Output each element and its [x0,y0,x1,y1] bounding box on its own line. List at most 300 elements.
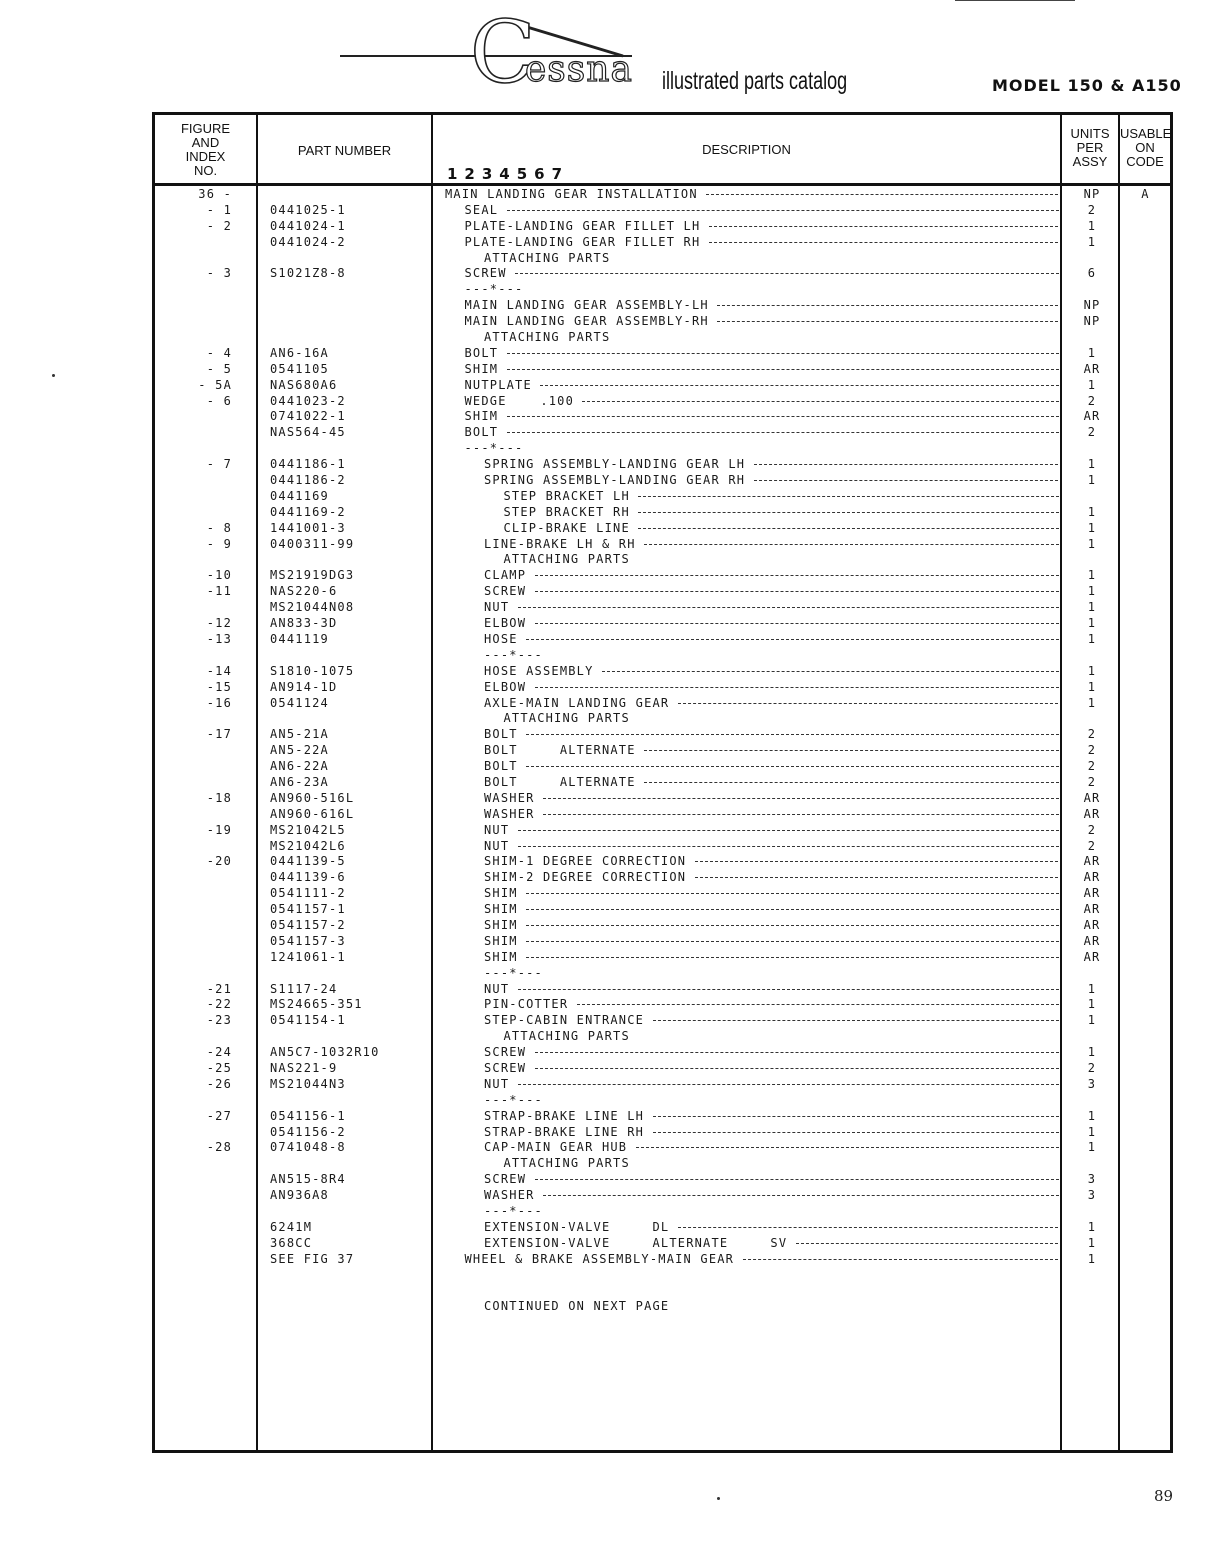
table-row [155,664,1170,680]
units-per-assy: 1 [1087,616,1097,631]
description-text: EXTENSION-VALVE DL [484,1219,670,1234]
units-per-assy: 1 [1087,600,1097,615]
leader-dashes [507,353,1059,354]
part-number: 368CC [270,1235,313,1250]
description-cell [445,235,1060,251]
table-row [155,711,1170,727]
leader-dashes [582,401,1058,402]
table-row [155,886,1170,902]
description-cell [445,791,1060,807]
leader-dashes [695,861,1059,862]
description-cell [445,886,1060,902]
units-per-assy: 2 [1087,727,1097,742]
table-row [155,1093,1170,1109]
leader-dashes [535,623,1059,624]
part-number: 0441139-6 [270,870,346,885]
part-number: SEE FIG 37 [270,1251,355,1266]
part-number: MS21042L5 [270,822,346,837]
description-text: SPRING ASSEMBLY-LANDING GEAR LH [484,457,746,472]
part-number: 0741022-1 [270,409,346,424]
description-text: STRAP-BRAKE LINE RH [484,1124,645,1139]
part-number: 0441119 [270,631,329,646]
units-per-assy: 2 [1087,774,1097,789]
description-text: HOSE ASSEMBLY [484,663,594,678]
description-cell [445,409,1060,425]
part-number: 0441139-5 [270,854,346,869]
description-text: PLATE-LANDING GEAR FILLET LH [464,218,701,233]
table-row [155,187,1170,203]
part-number: AN6-22A [270,759,329,774]
description-text: STEP BRACKET LH [503,488,630,503]
leader-dashes [709,226,1058,227]
table-row [155,1252,1170,1268]
part-number: AN960-516L [270,790,355,805]
table-row [155,696,1170,712]
table-row [155,1045,1170,1061]
leader-dashes [526,766,1059,767]
leader-dashes [717,305,1058,306]
figure-index: -14 [206,663,232,678]
description-cell [445,1109,1060,1125]
leader-dashes [535,575,1059,576]
description-cell [445,1093,1060,1109]
units-per-assy: 1 [1087,663,1097,678]
description-text: PIN-COTTER [484,997,569,1012]
description-text: SCREW [484,1060,527,1075]
parts-table [152,112,1173,1453]
table-row [155,823,1170,839]
description-text: CONTINUED ON NEXT PAGE [484,1299,670,1314]
description-cell [445,505,1060,521]
units-per-assy: 1 [1087,234,1097,249]
leader-dashes [638,496,1058,497]
description-cell [445,775,1060,791]
description-cell [445,187,1060,203]
description-text: NUT [484,981,510,996]
table-row [155,1109,1170,1125]
leader-dashes [543,798,1059,799]
description-cell [445,1299,1060,1315]
figure-index: -10 [206,568,232,583]
part-number: 0541157-2 [270,917,346,932]
table-row [155,982,1170,998]
figure-index: -27 [206,1108,232,1123]
figure-index: -20 [206,854,232,869]
part-number: MS21042L6 [270,838,346,853]
description-cell [445,870,1060,886]
units-per-assy: AR [1083,806,1101,821]
table-row [155,966,1170,982]
table-row [155,791,1170,807]
part-number: AN833-3D [270,616,338,631]
part-number: 0541105 [270,361,329,376]
units-per-assy: 1 [1087,536,1097,551]
description-text: NUT [484,838,510,853]
part-number: 1441001-3 [270,520,346,535]
description-text: CAP-MAIN GEAR HUB [484,1140,628,1155]
description-text: BOLT [484,759,518,774]
units-per-assy: 2 [1087,425,1097,440]
table-row [155,489,1170,505]
part-number: NAS221-9 [270,1060,338,1075]
leader-dashes [518,846,1059,847]
leader-dashes [543,814,1059,815]
table-row [155,266,1170,282]
units-per-assy: AR [1083,933,1101,948]
part-number: 0541111-2 [270,886,346,901]
table-row [155,1029,1170,1045]
leader-dashes [754,480,1059,481]
part-number: 0441186-2 [270,473,346,488]
table-row [155,584,1170,600]
part-number: 0441023-2 [270,393,346,408]
table-body [155,187,1170,1315]
leader-dashes [515,273,1059,274]
leader-dashes [644,544,1058,545]
units-per-assy: AR [1083,949,1101,964]
table-row [155,378,1170,394]
description-text: MAIN LANDING GEAR INSTALLATION [445,187,698,201]
description-cell [445,807,1060,823]
figure-index: - 3 [206,266,232,281]
description-text: WASHER [484,790,535,805]
table-row [155,219,1170,235]
description-text: BOLT ALTERNATE [484,743,636,758]
units-per-assy: 1 [1087,1219,1097,1234]
leader-dashes [518,830,1059,831]
table-row [155,441,1170,457]
units-per-assy: 1 [1087,377,1097,392]
description-cell [445,1204,1060,1220]
description-text: STEP BRACKET RH [503,504,630,519]
description-text: ATTACHING PARTS [503,711,630,726]
table-row [155,1172,1170,1188]
description-text: BOLT [464,345,499,360]
description-text: CLAMP [484,568,527,583]
units-per-assy: 1 [1087,1108,1097,1123]
description-cell [445,1188,1060,1204]
table-row [155,409,1170,425]
table-row [155,251,1170,267]
units-per-assy: 1 [1087,1140,1097,1155]
table-row [155,1156,1170,1172]
table-row [155,839,1170,855]
description-text: BOLT [484,727,518,742]
description-cell [445,378,1060,394]
description-cell [445,854,1060,870]
part-number: 0441186-1 [270,457,346,472]
scan-speck [52,374,55,377]
description-text: WASHER [484,806,535,821]
units-per-assy: 2 [1087,759,1097,774]
description-cell [445,1156,1060,1172]
header-figure: FIGURE AND INDEX NO. [180,121,231,178]
description-text: PLATE-LANDING GEAR FILLET RH [464,234,701,249]
description-cell [445,727,1060,743]
table-row [155,870,1170,886]
description-cell [445,584,1060,600]
description-cell [445,1013,1060,1029]
description-text: SHIM [484,917,518,932]
description-cell [445,537,1060,553]
figure-index: -12 [206,616,232,631]
table-row [155,854,1170,870]
model-title: MODEL 150 & A150 [992,76,1182,95]
part-number: 0441025-1 [270,202,346,217]
table-row [155,743,1170,759]
table-row [155,1188,1170,1204]
description-text: ATTACHING PARTS [484,250,611,265]
description-text: ---*--- [464,282,524,297]
description-cell [445,266,1060,282]
table-row [155,918,1170,934]
leader-dashes [636,1147,1059,1148]
description-text: ATTACHING PARTS [503,1029,630,1044]
units-per-assy: 1 [1087,997,1097,1012]
part-number: NAS680A6 [270,377,338,392]
description-cell [445,1061,1060,1077]
table-row [155,473,1170,489]
description-cell [445,489,1060,505]
table-row [155,1268,1170,1284]
description-text: SHIM-1 DEGREE CORRECTION [484,854,687,869]
units-per-assy: 3 [1087,1076,1097,1091]
header-usable-code: USABLE ON CODE [1120,126,1172,169]
description-cell [445,632,1060,648]
units-per-assy: 2 [1087,743,1097,758]
table-row [155,314,1170,330]
leader-dashes [526,734,1059,735]
part-number: 0541156-1 [270,1108,346,1123]
part-number: AN515-8R4 [270,1172,346,1187]
header-part-number: PART NUMBER [297,143,392,158]
table-row [155,680,1170,696]
leader-dashes [507,416,1059,417]
units-per-assy: 2 [1087,838,1097,853]
description-cell [445,1125,1060,1141]
part-number: AN936A8 [270,1188,329,1203]
description-cell [445,902,1060,918]
leader-dashes [644,750,1058,751]
table-row [155,950,1170,966]
units-per-assy: 1 [1087,631,1097,646]
figure-index: - 4 [206,345,232,360]
units-per-assy: AR [1083,854,1101,869]
table-row [155,1140,1170,1156]
table-row [155,457,1170,473]
table-row [155,902,1170,918]
description-cell [445,1252,1060,1268]
description-text: MAIN LANDING GEAR ASSEMBLY-RH [464,314,709,329]
leader-dashes [535,1052,1059,1053]
part-number: 0400311-99 [270,536,355,551]
units-per-assy: 1 [1087,1013,1097,1028]
table-row [155,552,1170,568]
part-number: 0541124 [270,695,329,710]
part-number: AN6-16A [270,345,329,360]
leader-dashes [535,1068,1059,1069]
description-cell [445,743,1060,759]
page-header [0,0,1212,110]
part-number: 0541156-2 [270,1124,346,1139]
figure-index: -19 [206,822,232,837]
table-row [155,1013,1170,1029]
units-per-assy: 2 [1087,822,1097,837]
leader-dashes [543,1195,1059,1196]
figure-index: - 1 [206,202,232,217]
scan-speck [717,1497,720,1500]
units-per-assy: AR [1083,409,1101,424]
description-text: ---*--- [484,1092,543,1107]
table-row [155,568,1170,584]
leader-dashes [526,925,1059,926]
table-row [155,1204,1170,1220]
description-text: SPRING ASSEMBLY-LANDING GEAR RH [484,473,746,488]
catalog-title: illustrated parts catalog [662,67,848,95]
table-row [155,934,1170,950]
description-text: WASHER [484,1188,535,1203]
description-cell [445,1045,1060,1061]
description-cell [445,839,1060,855]
description-cell [445,600,1060,616]
description-text: ATTACHING PARTS [484,330,611,345]
units-per-assy: 2 [1087,202,1097,217]
leader-dashes [507,432,1059,433]
leader-dashes [653,1020,1059,1021]
description-cell [445,282,1060,298]
leader-dashes [796,1243,1058,1244]
table-row [155,1283,1170,1299]
description-text: SHIM [464,361,499,376]
figure-index: -13 [206,631,232,646]
description-text: HOSE [484,631,518,646]
part-number: AN914-1D [270,679,338,694]
part-number: 0541154-1 [270,1013,346,1028]
description-text: MAIN LANDING GEAR ASSEMBLY-LH [464,298,709,313]
figure-index: -28 [206,1140,232,1155]
part-number: 0441024-2 [270,234,346,249]
leader-dashes [518,989,1059,990]
units-per-assy: 1 [1087,981,1097,996]
header-description: DESCRIPTION [702,142,791,157]
units-per-assy: AR [1083,361,1101,376]
part-number: NAS220-6 [270,584,338,599]
units-per-assy: AR [1083,790,1101,805]
figure-index: -17 [206,727,232,742]
description-cell [445,680,1060,696]
description-text: SHIM-2 DEGREE CORRECTION [484,870,687,885]
description-cell [445,759,1060,775]
description-text: STRAP-BRAKE LINE LH [484,1108,645,1123]
header-divider [155,183,1170,186]
leader-dashes [638,528,1058,529]
units-per-assy: 1 [1087,568,1097,583]
description-cell [445,568,1060,584]
usable-code: A [1141,187,1150,201]
part-number: MS24665-351 [270,997,363,1012]
leader-dashes [695,877,1059,878]
description-text: SCREW [484,1172,527,1187]
description-cell [445,346,1060,362]
description-cell [445,473,1060,489]
units-per-assy: 1 [1087,504,1097,519]
units-per-assy: 1 [1087,473,1097,488]
part-number: AN960-616L [270,806,355,821]
figure-index: -22 [206,997,232,1012]
leader-dashes [526,893,1059,894]
description-text: SHIM [484,902,518,917]
units-per-assy: 1 [1087,1235,1097,1250]
units-per-assy: AR [1083,870,1101,885]
table-row [155,1220,1170,1236]
description-cell [445,298,1060,314]
description-cell [445,1140,1060,1156]
part-number: 0441169 [270,488,329,503]
leader-dashes [540,385,1058,386]
description-text: NUT [484,600,510,615]
leader-dashes [653,1116,1059,1117]
leader-dashes [678,1227,1059,1228]
table-row [155,997,1170,1013]
part-number: S1117-24 [270,981,338,996]
leader-dashes [535,687,1059,688]
table-row [155,537,1170,553]
table-row [155,521,1170,537]
table-row [155,330,1170,346]
description-text: ---*--- [484,965,543,980]
table-row [155,235,1170,251]
description-text: NUT [484,822,510,837]
description-text: SHIM [484,886,518,901]
leader-dashes [526,957,1059,958]
units-per-assy: 2 [1087,393,1097,408]
description-text: STEP-CABIN ENTRANCE [484,1013,645,1028]
description-text: SCREW [464,266,507,281]
figure-index: -21 [206,981,232,996]
table-row [155,1299,1170,1315]
table-row [155,727,1170,743]
leader-dashes [602,671,1059,672]
description-cell [445,982,1060,998]
description-cell [445,918,1060,934]
description-text: SCREW [484,1045,527,1060]
part-number: NAS564-45 [270,425,346,440]
figure-index: -18 [206,790,232,805]
description-cell [445,330,1060,346]
units-per-assy: AR [1083,902,1101,917]
units-per-assy: AR [1083,886,1101,901]
description-text: SCREW [484,584,527,599]
description-text: ELBOW [484,679,527,694]
table-row [155,298,1170,314]
figure-index: - 7 [206,457,232,472]
leader-dashes [644,782,1058,783]
units-per-assy: 1 [1087,345,1097,360]
table-row [155,759,1170,775]
figure-index: -23 [206,1013,232,1028]
units-per-assy: 1 [1087,695,1097,710]
table-row [155,505,1170,521]
units-per-assy: 6 [1087,266,1097,281]
leader-dashes [754,464,1059,465]
figure-index: -25 [206,1060,232,1075]
description-cell [445,966,1060,982]
units-per-assy: AR [1083,917,1101,932]
figure-index: - 5 [206,361,232,376]
part-number: 0541157-1 [270,902,346,917]
description-cell [445,997,1060,1013]
description-text: CLIP-BRAKE LINE [503,520,630,535]
